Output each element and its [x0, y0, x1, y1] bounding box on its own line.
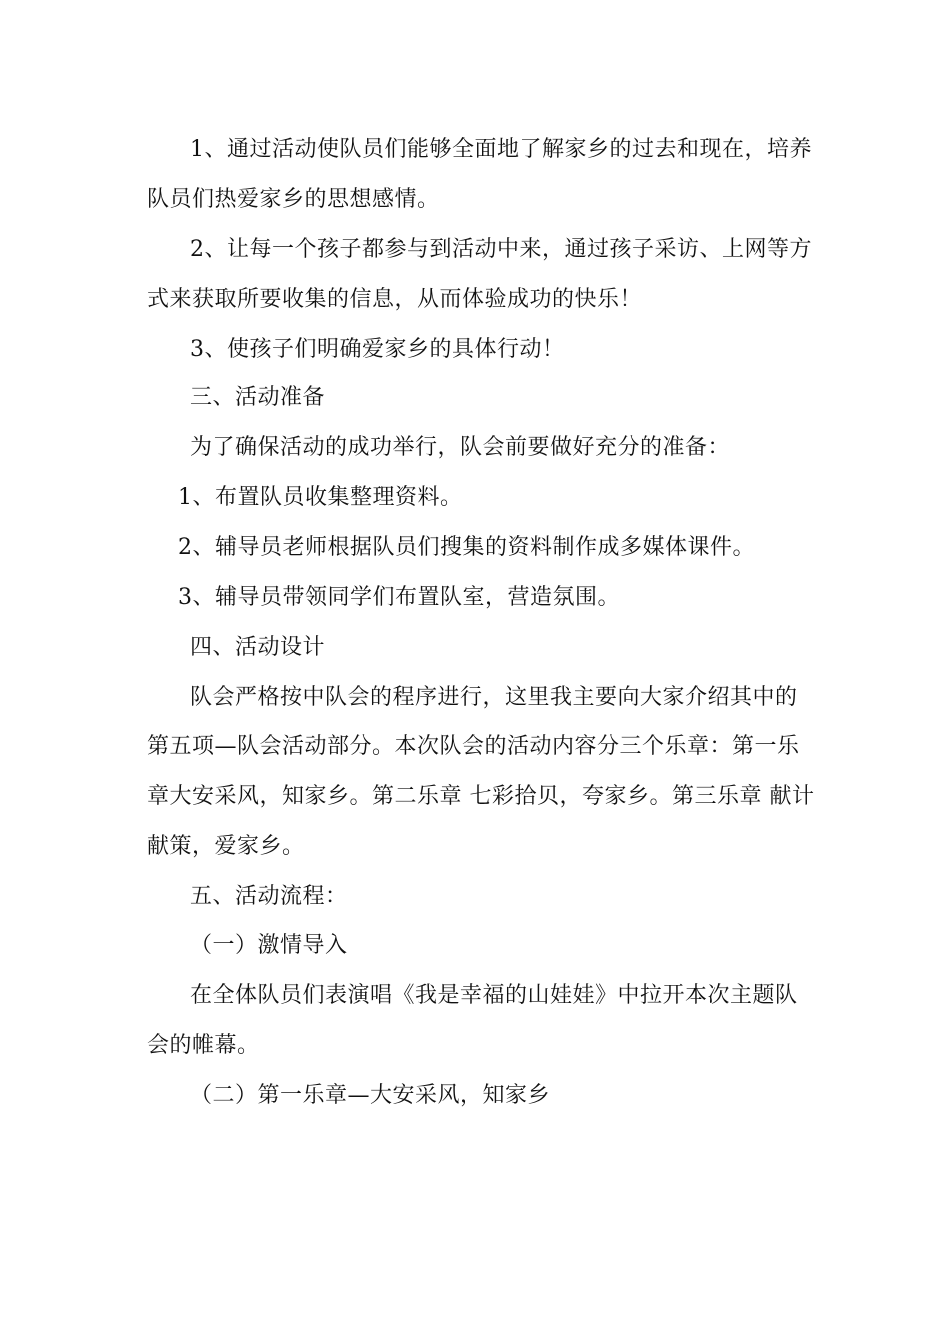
design-paragraph-line-4: 献策，爱家乡。: [147, 834, 305, 859]
objective-1-line-2: 队员们热爱家乡的思想感情。: [147, 187, 440, 212]
section-heading-preparation: 三、活动准备: [190, 385, 326, 410]
design-paragraph-line-3: 章大安采风，知家乡。第二乐章 七彩拾贝，夸家乡。第三乐章 献计: [147, 784, 815, 809]
objective-2-line-1: 2、让每一个孩子都参与到活动中来，通过孩子采访、上网等方: [190, 237, 812, 262]
design-paragraph-line-2: 第五项—队会活动部分。本次队会的活动内容分三个乐章：第一乐: [147, 734, 800, 759]
warmup-paragraph-line-1: 在全体队员们表演唱《我是幸福的山娃娃》中拉开本次主题队: [190, 983, 798, 1008]
objective-1-line-1: 1、通过活动使队员们能够全面地了解家乡的过去和现在，培养: [190, 137, 812, 162]
design-paragraph-line-1: 队会严格按中队会的程序进行，这里我主要向大家介绍其中的: [190, 685, 798, 710]
subheading-warmup: （一）激情导入: [190, 933, 348, 958]
preparation-intro-line: 为了确保活动的成功举行，队会前要做好充分的准备：: [190, 435, 731, 460]
objective-2-line-2: 式来获取所要收集的信息，从而体验成功的快乐！: [147, 287, 643, 312]
preparation-item-3: 3、辅导员带领同学们布置队室，营造氛围。: [178, 585, 620, 610]
subheading-chapter-one: （二）第一乐章—大安采风，知家乡: [190, 1083, 551, 1108]
section-heading-design: 四、活动设计: [190, 635, 326, 660]
objective-3-line: 3、使孩子们明确爱家乡的具体行动！: [190, 337, 565, 362]
section-heading-process: 五、活动流程：: [190, 884, 348, 909]
warmup-paragraph-line-2: 会的帷幕。: [147, 1033, 260, 1058]
preparation-item-1: 1、布置队员收集整理资料。: [178, 485, 463, 510]
preparation-item-2: 2、辅导员老师根据队员们搜集的资料制作成多媒体课件。: [178, 535, 755, 560]
